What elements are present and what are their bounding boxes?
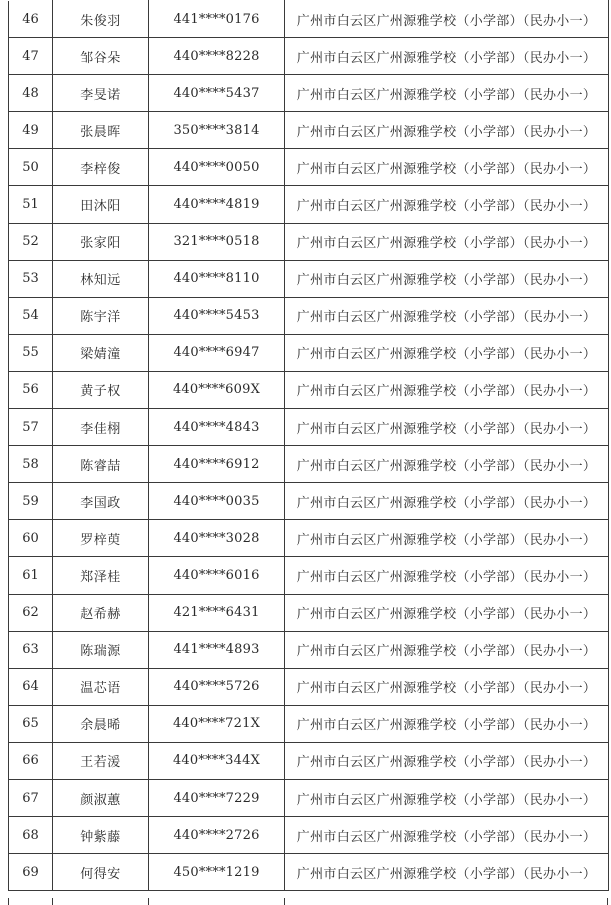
row-number-cell: 56 bbox=[9, 371, 53, 408]
table-row bbox=[9, 297, 609, 334]
table-row bbox=[9, 38, 609, 75]
table-row bbox=[9, 75, 609, 112]
row-number-cell: 50 bbox=[9, 149, 53, 186]
student-name-cell: 罗梓萸 bbox=[53, 520, 149, 557]
student-name-cell: 陈睿喆 bbox=[53, 446, 149, 483]
next-page-border-stub bbox=[607, 898, 608, 905]
id-number-cell: 440****0035 bbox=[149, 483, 285, 520]
school-name-cell: 广州市白云区广州源雅学校（小学部）（民办小一） bbox=[285, 260, 609, 297]
school-name-cell: 广州市白云区广州源雅学校（小学部）（民办小一） bbox=[285, 668, 609, 705]
row-number-cell: 53 bbox=[9, 260, 53, 297]
id-number-cell: 440****6016 bbox=[149, 557, 285, 594]
next-page-border-stub bbox=[284, 898, 285, 905]
table-row bbox=[9, 149, 609, 186]
row-number-cell: 58 bbox=[9, 446, 53, 483]
table-row bbox=[9, 668, 609, 705]
school-name-cell: 广州市白云区广州源雅学校（小学部）（民办小一） bbox=[285, 779, 609, 816]
row-number-cell: 52 bbox=[9, 223, 53, 260]
roster-body bbox=[9, 1, 609, 891]
id-number-cell: 440****4819 bbox=[149, 186, 285, 223]
row-number-cell: 57 bbox=[9, 409, 53, 446]
row-number-cell: 51 bbox=[9, 186, 53, 223]
student-name-cell: 温芯语 bbox=[53, 668, 149, 705]
id-number-cell: 440****5437 bbox=[149, 75, 285, 112]
id-number-cell: 440****8228 bbox=[149, 38, 285, 75]
id-number-cell: 440****3028 bbox=[149, 520, 285, 557]
row-number-cell: 63 bbox=[9, 631, 53, 668]
id-number-cell: 421****6431 bbox=[149, 594, 285, 631]
next-page-border-stub bbox=[148, 898, 149, 905]
school-name-cell: 广州市白云区广州源雅学校（小学部）（民办小一） bbox=[285, 446, 609, 483]
row-number-cell: 66 bbox=[9, 742, 53, 779]
school-name-cell: 广州市白云区广州源雅学校（小学部）（民办小一） bbox=[285, 705, 609, 742]
student-name-cell: 李旻诺 bbox=[53, 75, 149, 112]
id-number-cell: 440****7229 bbox=[149, 779, 285, 816]
student-name-cell: 陈宇洋 bbox=[53, 297, 149, 334]
row-number-cell: 67 bbox=[9, 779, 53, 816]
school-name-cell: 广州市白云区广州源雅学校（小学部）（民办小一） bbox=[285, 1, 609, 38]
student-name-cell: 邹谷朵 bbox=[53, 38, 149, 75]
school-name-cell: 广州市白云区广州源雅学校（小学部）（民办小一） bbox=[285, 557, 609, 594]
student-name-cell: 张家阳 bbox=[53, 223, 149, 260]
table-row bbox=[9, 334, 609, 371]
id-number-cell: 440****6947 bbox=[149, 334, 285, 371]
table-row bbox=[9, 371, 609, 408]
student-name-cell: 田沐阳 bbox=[53, 186, 149, 223]
school-name-cell: 广州市白云区广州源雅学校（小学部）（民办小一） bbox=[285, 38, 609, 75]
school-name-cell: 广州市白云区广州源雅学校（小学部）（民办小一） bbox=[285, 75, 609, 112]
school-name-cell: 广州市白云区广州源雅学校（小学部）（民办小一） bbox=[285, 742, 609, 779]
student-name-cell: 颜淑蕙 bbox=[53, 779, 149, 816]
table-row bbox=[9, 112, 609, 149]
id-number-cell: 440****6912 bbox=[149, 446, 285, 483]
table-row bbox=[9, 409, 609, 446]
table-row bbox=[9, 779, 609, 816]
school-name-cell: 广州市白云区广州源雅学校（小学部）（民办小一） bbox=[285, 594, 609, 631]
school-name-cell: 广州市白云区广州源雅学校（小学部）（民办小一） bbox=[285, 149, 609, 186]
table-row bbox=[9, 223, 609, 260]
row-number-cell: 60 bbox=[9, 520, 53, 557]
table-row bbox=[9, 446, 609, 483]
table-row bbox=[9, 557, 609, 594]
row-number-cell: 46 bbox=[9, 1, 53, 38]
student-name-cell: 钟紫藤 bbox=[53, 817, 149, 854]
row-number-cell: 54 bbox=[9, 297, 53, 334]
table-row bbox=[9, 1, 609, 38]
student-roster-table bbox=[8, 0, 609, 891]
student-name-cell: 何得安 bbox=[53, 854, 149, 891]
row-number-cell: 47 bbox=[9, 38, 53, 75]
student-name-cell: 黄子权 bbox=[53, 371, 149, 408]
id-number-cell: 441****4893 bbox=[149, 631, 285, 668]
school-name-cell: 广州市白云区广州源雅学校（小学部）（民办小一） bbox=[285, 409, 609, 446]
school-name-cell: 广州市白云区广州源雅学校（小学部）（民办小一） bbox=[285, 112, 609, 149]
school-name-cell: 广州市白云区广州源雅学校（小学部）（民办小一） bbox=[285, 371, 609, 408]
id-number-cell: 440****0050 bbox=[149, 149, 285, 186]
row-number-cell: 61 bbox=[9, 557, 53, 594]
table-row bbox=[9, 186, 609, 223]
student-name-cell: 郑泽桂 bbox=[53, 557, 149, 594]
row-number-cell: 64 bbox=[9, 668, 53, 705]
id-number-cell: 440****5726 bbox=[149, 668, 285, 705]
row-number-cell: 49 bbox=[9, 112, 53, 149]
row-number-cell: 55 bbox=[9, 334, 53, 371]
student-name-cell: 赵希赫 bbox=[53, 594, 149, 631]
id-number-cell: 321****0518 bbox=[149, 223, 285, 260]
table-row bbox=[9, 594, 609, 631]
id-number-cell: 450****1219 bbox=[149, 854, 285, 891]
row-number-cell: 69 bbox=[9, 854, 53, 891]
id-number-cell: 440****344X bbox=[149, 742, 285, 779]
school-name-cell: 广州市白云区广州源雅学校（小学部）（民办小一） bbox=[285, 631, 609, 668]
id-number-cell: 441****0176 bbox=[149, 1, 285, 38]
id-number-cell: 350****3814 bbox=[149, 112, 285, 149]
student-name-cell: 张晨晖 bbox=[53, 112, 149, 149]
school-name-cell: 广州市白云区广州源雅学校（小学部）（民办小一） bbox=[285, 854, 609, 891]
id-number-cell: 440****609X bbox=[149, 371, 285, 408]
student-name-cell: 朱俊羽 bbox=[53, 1, 149, 38]
row-number-cell: 65 bbox=[9, 705, 53, 742]
student-name-cell: 王若湲 bbox=[53, 742, 149, 779]
student-name-cell: 余晨晞 bbox=[53, 705, 149, 742]
next-page-border-stub bbox=[8, 898, 9, 905]
student-name-cell: 李佳栩 bbox=[53, 409, 149, 446]
table-row bbox=[9, 520, 609, 557]
school-name-cell: 广州市白云区广州源雅学校（小学部）（民办小一） bbox=[285, 817, 609, 854]
school-name-cell: 广州市白云区广州源雅学校（小学部）（民办小一） bbox=[285, 520, 609, 557]
school-name-cell: 广州市白云区广州源雅学校（小学部）（民办小一） bbox=[285, 186, 609, 223]
student-name-cell: 林知远 bbox=[53, 260, 149, 297]
table-row bbox=[9, 854, 609, 891]
school-name-cell: 广州市白云区广州源雅学校（小学部）（民办小一） bbox=[285, 223, 609, 260]
student-name-cell: 陈瑞源 bbox=[53, 631, 149, 668]
id-number-cell: 440****4843 bbox=[149, 409, 285, 446]
id-number-cell: 440****721X bbox=[149, 705, 285, 742]
school-name-cell: 广州市白云区广州源雅学校（小学部）（民办小一） bbox=[285, 297, 609, 334]
id-number-cell: 440****5453 bbox=[149, 297, 285, 334]
school-name-cell: 广州市白云区广州源雅学校（小学部）（民办小一） bbox=[285, 483, 609, 520]
id-number-cell: 440****8110 bbox=[149, 260, 285, 297]
row-number-cell: 48 bbox=[9, 75, 53, 112]
row-number-cell: 62 bbox=[9, 594, 53, 631]
table-row bbox=[9, 817, 609, 854]
row-number-cell: 68 bbox=[9, 817, 53, 854]
student-name-cell: 梁婧潼 bbox=[53, 334, 149, 371]
table-row bbox=[9, 742, 609, 779]
table-row bbox=[9, 631, 609, 668]
next-page-border-stub bbox=[52, 898, 53, 905]
row-number-cell: 59 bbox=[9, 483, 53, 520]
table-row bbox=[9, 260, 609, 297]
student-name-cell: 李国政 bbox=[53, 483, 149, 520]
table-row bbox=[9, 483, 609, 520]
id-number-cell: 440****2726 bbox=[149, 817, 285, 854]
student-name-cell: 李梓俊 bbox=[53, 149, 149, 186]
table-row bbox=[9, 705, 609, 742]
school-name-cell: 广州市白云区广州源雅学校（小学部）（民办小一） bbox=[285, 334, 609, 371]
